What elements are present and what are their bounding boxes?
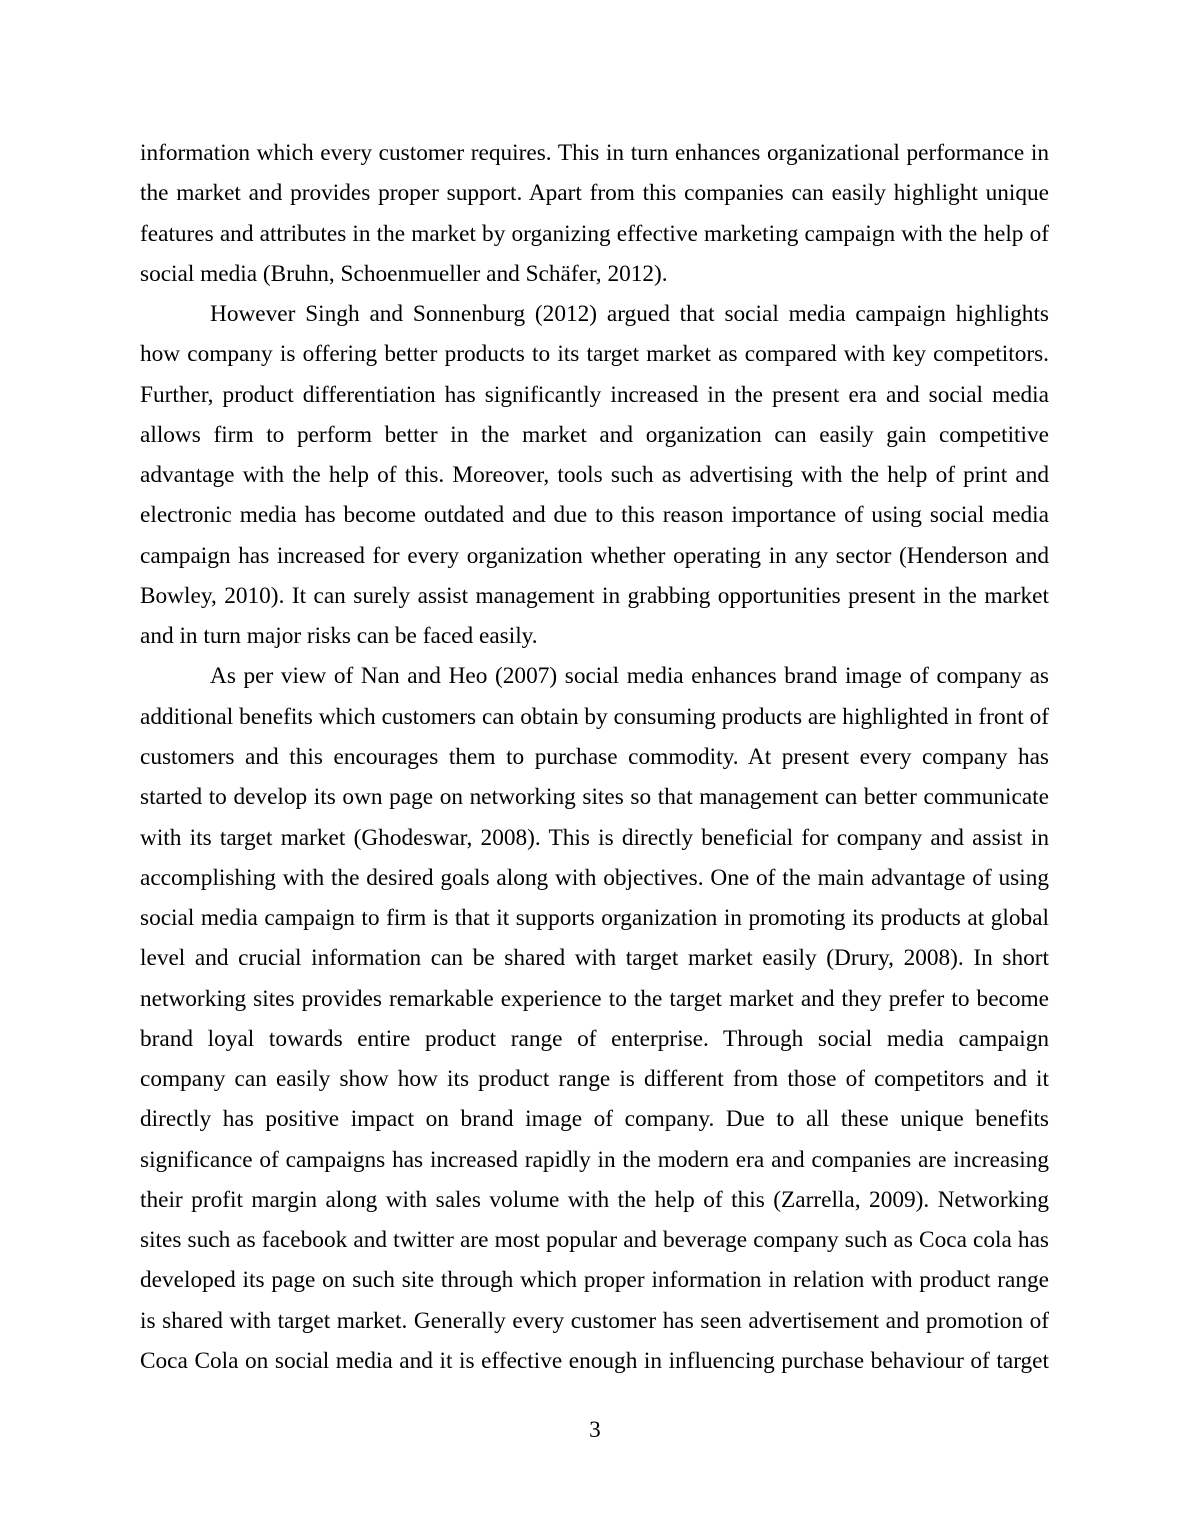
text-line: information which every customer requires. This in turn enhances organizational performance in	[140, 140, 1049, 166]
text-line: Bowley, 2010). It can surely assist management in grabbing opportunities present in the market	[140, 582, 1049, 609]
document-body	[140, 133, 1049, 1381]
text-line: customers and this encourages them to purchase commodity. At present every company has	[140, 743, 1049, 770]
text-line: campaign has increased for every organization whether operating in any sector (Henderson and	[140, 542, 1049, 569]
text-line: features and attributes in the market by organizing effective marketing campaign with the help of	[140, 220, 1049, 247]
text-line: advantage with the help of this. Moreover, tools such as advertising with the help of print and	[140, 462, 1049, 489]
text-line: developed its page on such site through which proper information in relation with product range	[140, 1267, 1049, 1294]
paragraph	[140, 656, 1049, 1381]
text-line: their profit margin along with sales volume with the help of this (Zarrella, 2009). Networking	[140, 1186, 1049, 1213]
page-number: 3	[589, 1417, 601, 1443]
text-line: electronic media has become outdated and due to this reason importance of using social media	[140, 502, 1049, 529]
text-line: As per view of Nan and Heo (2007) social media enhances brand image of company as	[210, 663, 1049, 690]
text-line: and in turn major risks can be faced easily.	[140, 623, 538, 650]
text-line: social media (Bruhn, Schoenmueller and Schäfer, 2012).	[140, 260, 668, 287]
text-line: Further, product differentiation has significantly increased in the present era and social media	[140, 381, 1049, 408]
text-line: directly has positive impact on brand image of company. Due to all these unique benefits	[140, 1106, 1049, 1133]
text-line: accomplishing with the desired goals along with objectives. One of the main advantage of using	[140, 864, 1049, 891]
text-line: is shared with target market. Generally every customer has seen advertisement and promotion of	[140, 1307, 1049, 1334]
paragraph	[140, 294, 1049, 656]
text-line: the market and provides proper support. Apart from this companies can easily highlight unique	[140, 180, 1049, 207]
text-line: Coca Cola on social media and it is effective enough in influencing purchase behaviour of target	[140, 1347, 1049, 1374]
text-line: significance of campaigns has increased rapidly in the modern era and companies are increasing	[140, 1146, 1049, 1173]
text-line: company can easily show how its product range is different from those of competitors and it	[140, 1066, 1049, 1093]
text-line: However Singh and Sonnenburg (2012) argued that social media campaign highlights	[210, 301, 1049, 328]
text-line: level and crucial information can be shared with target market easily (Drury, 2008). In short	[140, 945, 1049, 972]
text-line: brand loyal towards entire product range of enterprise. Through social media campaign	[140, 1025, 1049, 1052]
text-line: social media campaign to firm is that it supports organization in promoting its products at global	[140, 905, 1049, 932]
text-line: networking sites provides remarkable experience to the target market and they prefer to become	[140, 985, 1049, 1012]
text-line: how company is offering better products to its target market as compared with key competitors.	[140, 341, 1049, 368]
text-line: sites such as facebook and twitter are most popular and beverage company such as Coca cola has	[140, 1227, 1049, 1254]
paragraph	[140, 133, 1049, 294]
text-line: allows firm to perform better in the market and organization can easily gain competitive	[140, 421, 1049, 448]
text-line: additional benefits which customers can obtain by consuming products are highlighted in front of	[140, 703, 1049, 730]
text-line: started to develop its own page on networking sites so that management can better communicate	[140, 784, 1049, 811]
text-line: with its target market (Ghodeswar, 2008). This is directly beneficial for company and assist in	[140, 824, 1049, 851]
